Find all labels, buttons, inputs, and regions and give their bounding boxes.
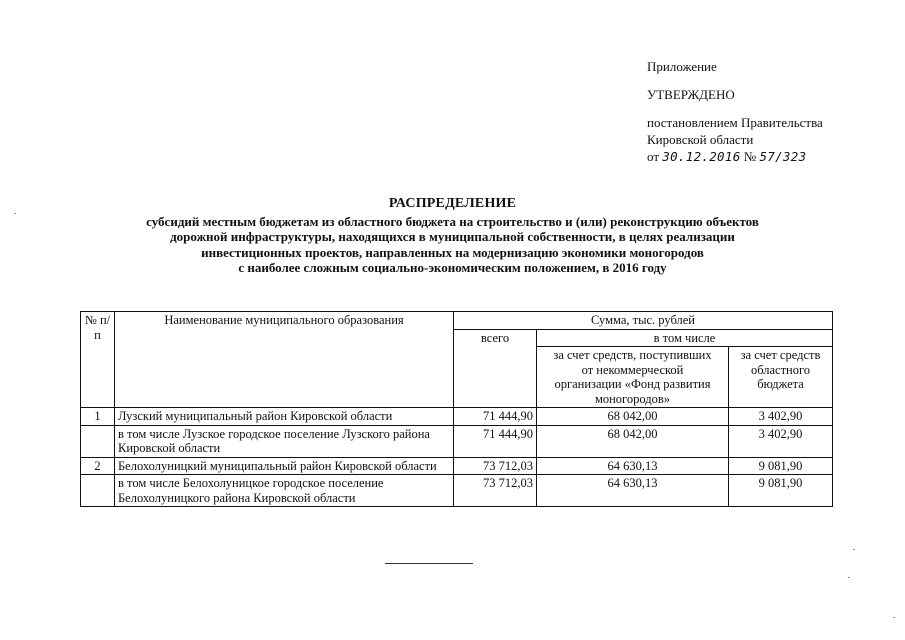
header-including: в том числе [537, 329, 833, 347]
title-line-1: субсидий местным бюджетам из областного бюджета на строительство и (или) реконструкцию объектов [146, 213, 759, 229]
header-fund: за счет средств, поступивших от некоммерческой организации «Фонд развития моногородов» [537, 347, 729, 408]
row-regional: 9 081,90 [729, 457, 833, 475]
row-total: 71 444,90 [454, 425, 537, 457]
row-total: 71 444,90 [454, 408, 537, 426]
approval-block [647, 58, 887, 165]
table-row [81, 425, 833, 457]
decree-date: 30.12.2016 [662, 149, 741, 164]
scan-speck [848, 577, 850, 578]
number-prefix: № [743, 149, 757, 164]
approved-by-line1: постановлением Правительства [647, 115, 823, 130]
subsidy-table [80, 311, 833, 507]
row-name: Белохолуницкий муниципальный район Кировской области [115, 457, 454, 475]
row-num: 1 [81, 408, 115, 426]
approved-label: УТВЕРЖДЕНО [647, 87, 735, 102]
header-name: Наименование муниципального образования [115, 312, 454, 408]
footer-divider [385, 563, 473, 564]
row-num [81, 425, 115, 457]
scan-speck [853, 549, 855, 550]
appendix-label: Приложение [647, 59, 717, 74]
title-line-4: с наиболее сложным социально-экономическим положением, в 2016 году [238, 260, 667, 275]
row-num [81, 475, 115, 507]
title-main: РАСПРЕДЕЛЕНИЕ [388, 196, 517, 211]
approved-by-line2: Кировской области [647, 132, 754, 147]
row-regional: 3 402,90 [729, 408, 833, 426]
table-row [81, 475, 833, 507]
header-total: всего [454, 329, 537, 408]
title-line-2: дорожной инфраструктуры, находящихся в муниципальной собственности, в целях реализации [170, 229, 735, 244]
header-num: № п/п [81, 312, 115, 408]
header-sum: Сумма, тыс. рублей [454, 312, 833, 330]
table-row [81, 457, 833, 475]
row-name: в том числе Белохолуницкое городское поселение Белохолуницкого района Кировской области [115, 475, 454, 507]
document-title [0, 196, 905, 276]
title-line-3: инвестиционных проектов, направленных на модернизацию экономики моногородов [201, 244, 704, 260]
row-fund: 64 630,13 [537, 475, 729, 507]
row-name: в том числе Лузское городское поселение Лузского района Кировской области [115, 425, 454, 457]
decree-number: 57/323 [759, 149, 807, 164]
header-regional: за счет средств областного бюджета [729, 347, 833, 408]
scan-speck [893, 617, 895, 618]
row-regional: 3 402,90 [729, 425, 833, 457]
decree-date-line [647, 148, 887, 165]
row-fund: 68 042,00 [537, 408, 729, 426]
row-total: 73 712,03 [454, 457, 537, 475]
row-num: 2 [81, 457, 115, 475]
row-name: Лузский муниципальный район Кировской области [115, 408, 454, 426]
table-row [81, 408, 833, 426]
scan-speck [14, 213, 16, 214]
date-prefix: от [647, 149, 660, 164]
row-regional: 9 081,90 [729, 475, 833, 507]
row-total: 73 712,03 [454, 475, 537, 507]
row-fund: 68 042,00 [537, 425, 729, 457]
row-fund: 64 630,13 [537, 457, 729, 475]
